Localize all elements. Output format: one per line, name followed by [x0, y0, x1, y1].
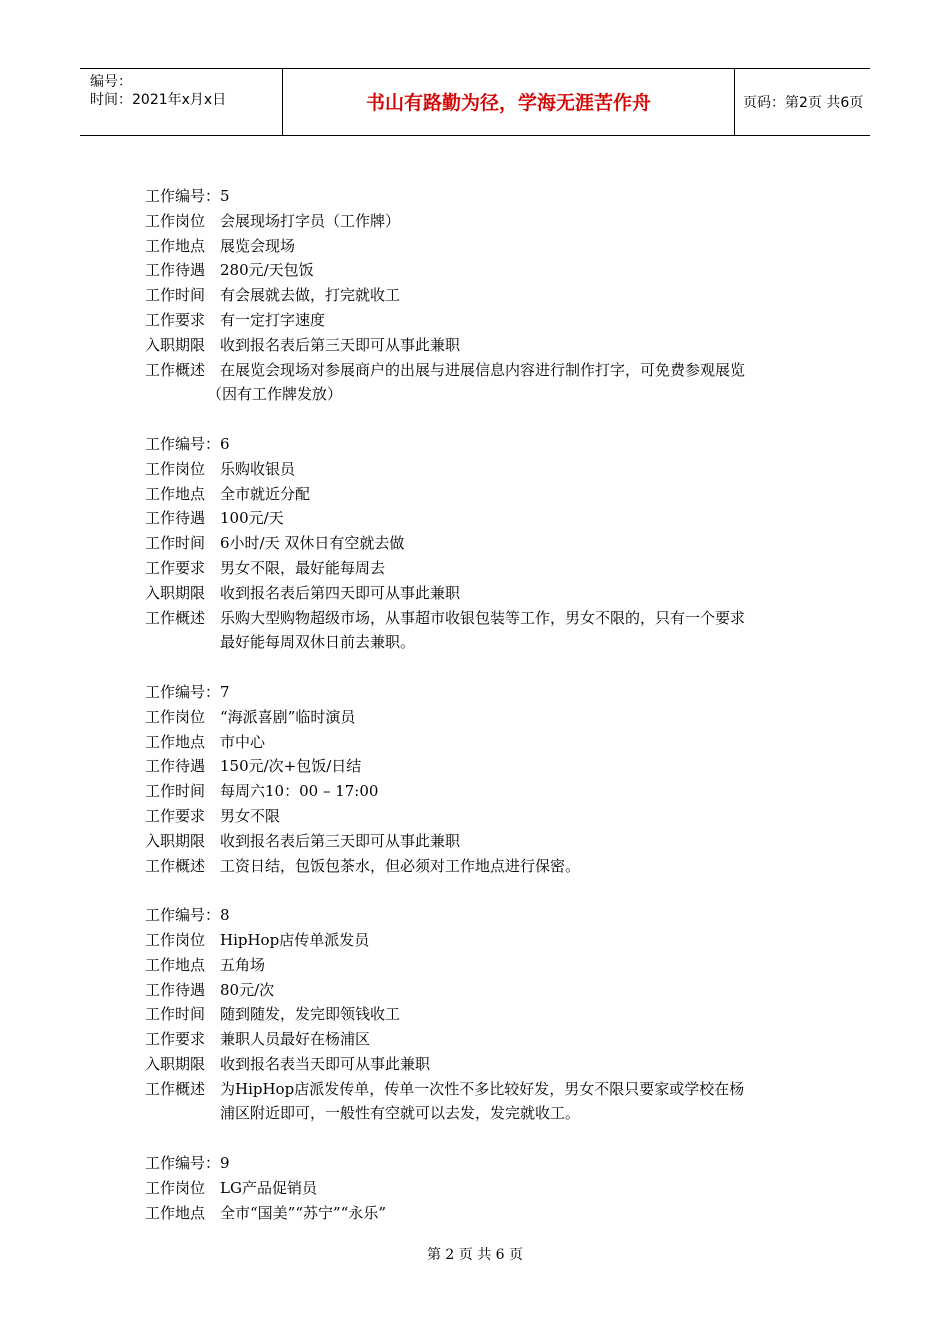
job-field-row — [145, 680, 825, 705]
job-field-row — [145, 209, 825, 234]
job-field-row — [145, 1201, 825, 1226]
field-label: 工作岗位 — [145, 211, 206, 230]
field-label: 工作地点 — [145, 732, 206, 751]
document-number-label: 编号： — [90, 74, 132, 90]
job-field-row — [145, 1027, 825, 1052]
field-label: 入职期限 — [145, 583, 206, 602]
field-label: 工作概述 — [145, 360, 206, 379]
field-label: 工作地点 — [145, 1203, 206, 1222]
description-continuation: 最好能每周双休日前去兼职。 — [220, 633, 416, 652]
field-value: 乐购大型购物超级市场，从事超市收银包装等工作，男女不限的，只有一个要求 — [220, 608, 746, 627]
job-field-row — [145, 804, 825, 829]
field-label: 入职期限 — [145, 335, 206, 354]
field-label: 工作岗位 — [145, 707, 206, 726]
job-field-row — [145, 1002, 825, 1027]
job-field-row — [145, 978, 825, 1003]
field-value: LG产品促销员 — [220, 1178, 317, 1197]
job-field-row — [145, 779, 825, 804]
field-label: 工作待遇 — [145, 757, 206, 776]
field-value: 100元/天 — [220, 509, 284, 528]
field-value: 展览会现场 — [220, 236, 296, 255]
field-value: 9 — [220, 1154, 230, 1173]
job-field-row — [145, 358, 825, 383]
field-value: 乐购收银员 — [220, 459, 296, 478]
job-field-row — [145, 258, 825, 283]
field-value: 兼职人员最好在杨浦区 — [220, 1030, 371, 1049]
field-value: 为HipHop店派发传单，传单一次性不多比较好发，男女不限只要家或学校在杨 — [220, 1079, 745, 1098]
field-label: 工作概述 — [145, 856, 206, 875]
job-field-row — [145, 432, 825, 457]
job-field-row — [145, 581, 825, 606]
field-label: 入职期限 — [145, 1054, 206, 1073]
job-field-row — [145, 953, 825, 978]
field-label: 工作要求 — [145, 558, 206, 577]
field-value: 每周六10：00 – 17:00 — [220, 782, 379, 801]
job-field-row — [145, 854, 825, 879]
job-field-row — [145, 1052, 825, 1077]
job-field-row — [145, 1077, 825, 1102]
description-continuation: （因有工作牌发放） — [207, 385, 343, 404]
field-value: 80元/次 — [220, 980, 275, 999]
job-field-row — [145, 1176, 825, 1201]
field-label: 工作岗位 — [145, 459, 206, 478]
description-continuation: 浦区附近即可，一般性有空就可以去发，发完就收工。 — [220, 1104, 581, 1123]
field-value: 随到随发，发完即领钱收工 — [220, 1005, 401, 1024]
job-field-row — [145, 730, 825, 755]
field-label: 工作时间 — [145, 782, 206, 801]
field-label: 工作要求 — [145, 1030, 206, 1049]
field-value: 280元/天包饭 — [220, 261, 314, 280]
field-label: 工作时间 — [145, 1005, 206, 1024]
job-field-row — [145, 1151, 825, 1176]
page-footer: 第 2 页 共 6 页 — [426, 1247, 524, 1263]
field-label: 工作编号： — [145, 682, 221, 701]
job-entry — [145, 432, 825, 655]
job-field-row — [145, 482, 825, 507]
job-field-row — [145, 705, 825, 730]
field-label: 工作地点 — [145, 955, 206, 974]
job-field-row — [145, 903, 825, 928]
header-motto-cell — [283, 69, 735, 135]
field-value: 市中心 — [220, 732, 266, 751]
job-entry — [145, 680, 825, 878]
field-value: 8 — [220, 906, 230, 925]
field-label: 工作待遇 — [145, 509, 206, 528]
field-label: 入职期限 — [145, 831, 206, 850]
field-label: 工作编号： — [145, 906, 221, 925]
job-field-row — [145, 531, 825, 556]
field-value: 有一定打字速度 — [220, 310, 326, 329]
document-time-label: 时间：2021年x月x日 — [90, 92, 227, 108]
job-listings — [145, 184, 825, 1250]
field-label: 工作编号： — [145, 1154, 221, 1173]
field-label: 工作概述 — [145, 608, 206, 627]
field-label: 工作待遇 — [145, 980, 206, 999]
field-value: 收到报名表后第三天即可从事此兼职 — [220, 335, 461, 354]
field-label: 工作待遇 — [145, 261, 206, 280]
field-value: 在展览会现场对参展商户的出展与进展信息内容进行制作打字，可免费参观展览 — [220, 360, 746, 379]
job-field-row — [145, 928, 825, 953]
job-entry — [145, 903, 825, 1126]
field-value: HipHop店传单派发员 — [220, 930, 370, 949]
field-value: 6小时/天 双休日有空就去做 — [220, 534, 405, 553]
job-field-row — [145, 308, 825, 333]
field-label: 工作时间 — [145, 534, 206, 553]
job-field-row — [145, 234, 825, 259]
field-value: 会展现场打字员（工作牌） — [220, 211, 401, 230]
field-value: 全市就近分配 — [220, 484, 311, 503]
job-field-row — [145, 556, 825, 581]
field-label: 工作岗位 — [145, 930, 206, 949]
header-page-cell — [735, 69, 870, 135]
field-value: 收到报名表后第三天即可从事此兼职 — [220, 831, 461, 850]
job-field-row — [145, 457, 825, 482]
job-field-row — [145, 184, 825, 209]
job-entry — [145, 1151, 825, 1225]
field-value: 7 — [220, 682, 230, 701]
field-value: 有会展就去做，打完就收工 — [220, 286, 401, 305]
field-label: 工作地点 — [145, 484, 206, 503]
field-label: 工作岗位 — [145, 1178, 206, 1197]
field-label: 工作编号： — [145, 434, 221, 453]
field-value: 5 — [220, 187, 230, 205]
job-field-row — [145, 829, 825, 854]
field-label: 工作时间 — [145, 286, 206, 305]
job-field-row — [145, 606, 825, 631]
field-value: 全市“国美”“苏宁”“永乐” — [220, 1203, 387, 1222]
field-value: 工资日结，包饭包茶水，但必须对工作地点进行保密。 — [220, 856, 581, 875]
job-field-row — [145, 283, 825, 308]
field-value: 收到报名表当天即可从事此兼职 — [220, 1054, 431, 1073]
field-value: “海派喜剧”临时演员 — [220, 707, 356, 726]
page-header — [80, 68, 870, 136]
field-label: 工作要求 — [145, 310, 206, 329]
field-value: 150元/次+包饭/日结 — [220, 757, 362, 776]
field-value: 收到报名表后第四天即可从事此兼职 — [220, 583, 461, 602]
field-value: 男女不限 — [220, 806, 281, 825]
field-label: 工作概述 — [145, 1079, 206, 1098]
field-value: 6 — [220, 434, 230, 453]
field-label: 工作编号： — [145, 187, 221, 205]
job-field-row — [145, 333, 825, 358]
job-entry — [145, 184, 825, 407]
page-number-info: 页码：第2页 共6页 — [743, 95, 864, 111]
field-value: 男女不限，最好能每周去 — [220, 558, 386, 577]
field-value: 五角场 — [220, 955, 266, 974]
field-label: 工作地点 — [145, 236, 206, 255]
motto-text: 书山有路勤为径，学海无涯苦作舟 — [365, 92, 651, 114]
job-field-row — [145, 754, 825, 779]
header-meta-cell — [80, 69, 283, 135]
field-label: 工作要求 — [145, 806, 206, 825]
job-field-row — [145, 506, 825, 531]
